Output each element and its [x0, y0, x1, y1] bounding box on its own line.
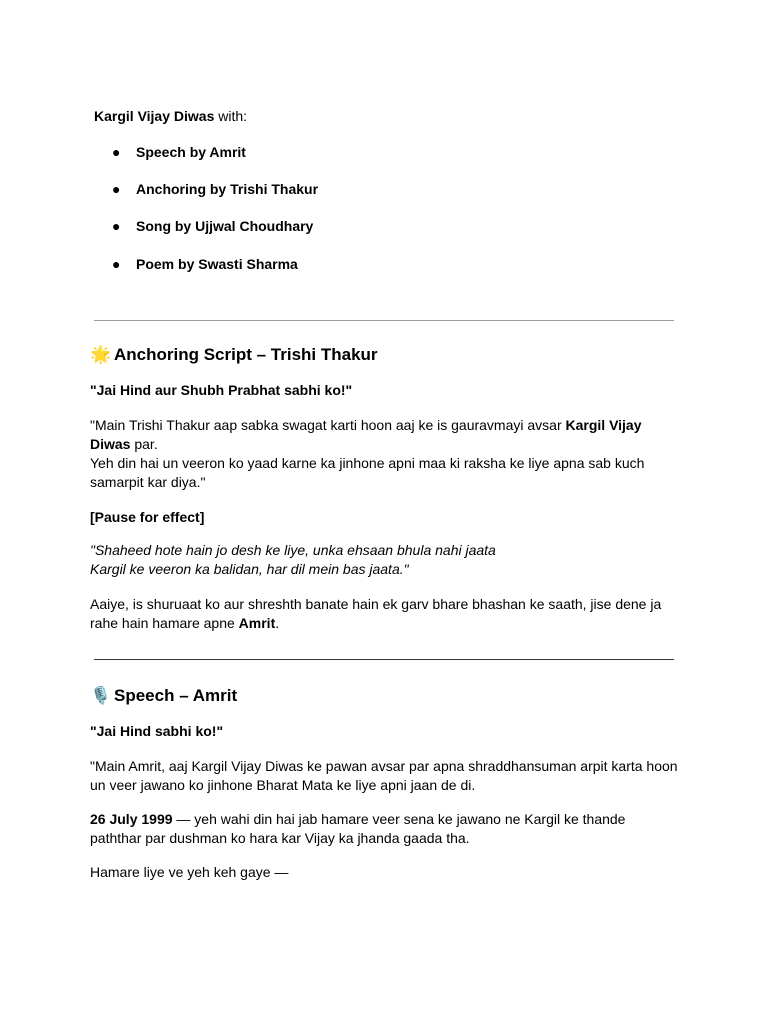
anchoring-heading	[90, 344, 378, 366]
anchoring-paragraph-2	[90, 595, 680, 633]
intro-line	[94, 107, 247, 126]
bullet-dot-icon: ●	[112, 181, 121, 197]
quote-line: "Shaheed hote hain jo desh ke liye, unka ehsaan bhula nahi jaata	[90, 542, 496, 558]
speech-paragraph-3: Hamare liye ve yeh keh gaye —	[90, 864, 289, 880]
text-run: — yeh wahi din hai jab hamare veer sena ke jawano ne Kargil ke thande paththar par dushman ko hara kar Vijay ka jhanda gaada tha.	[90, 811, 626, 846]
intro-suffix: with:	[214, 108, 248, 124]
list-item	[112, 255, 298, 274]
section-divider	[94, 320, 674, 321]
text-run-bold: 26 July 1999	[90, 811, 173, 827]
list-item-label: Poem by Swasti Sharma	[136, 256, 298, 272]
intro-title: Kargil Vijay Diwas	[94, 108, 215, 124]
star-icon: 🌟	[90, 345, 112, 364]
pause-note: [Pause for effect]	[90, 509, 205, 525]
bullet-dot-icon: ●	[112, 144, 121, 160]
text-run: par.	[130, 436, 158, 452]
text-run-bold: Amrit	[238, 615, 276, 631]
speech-greeting: "Jai Hind sabhi ko!"	[90, 723, 224, 739]
text-run: Aaiye, is shuruaat ko aur shreshth banate hain ek garv bhare bhashan ke saath, jise dene ja rahe hain hamare apne	[90, 596, 662, 631]
list-item	[112, 180, 318, 199]
list-item	[112, 217, 313, 236]
microphone-icon: 🎙️	[90, 686, 112, 705]
text-run: "Main Trishi Thakur aap sabka swagat karti hoon aaj ke is gauravmayi avsar	[90, 417, 566, 433]
list-item-label: Speech by Amrit	[136, 144, 246, 160]
list-item-label: Anchoring by Trishi Thakur	[136, 181, 319, 197]
text-run: Yeh din hai un veeron ko yaad karne ka jinhone apni maa ki raksha ke liye apna sab kuch samarpit kar diya."	[90, 455, 645, 490]
anchoring-greeting: "Jai Hind aur Shubh Prabhat sabhi ko!"	[90, 382, 353, 398]
speech-paragraph-2	[90, 810, 680, 848]
anchoring-heading-text: Anchoring Script – Trishi Thakur	[114, 345, 378, 364]
quote-line: Kargil ke veeron ka balidan, har dil mein bas jaata."	[90, 561, 409, 577]
speech-heading-text: Speech – Amrit	[114, 686, 238, 705]
list-item-label: Song by Ujjwal Choudhary	[136, 218, 314, 234]
list-item	[112, 143, 246, 162]
speech-heading	[90, 685, 237, 707]
speech-paragraph-1: "Main Amrit, aaj Kargil Vijay Diwas ke pawan avsar par apna shraddhansuman arpit karta hoon un veer jawano ko jinhone Bharat Mata ke liye apni jaan de di.	[90, 758, 678, 793]
anchoring-quote	[90, 541, 680, 579]
section-divider	[94, 659, 674, 660]
bullet-dot-icon: ●	[112, 218, 121, 234]
text-run-bold: Kargil Vijay Diwas	[90, 417, 642, 452]
bullet-dot-icon: ●	[112, 256, 121, 272]
text-run: .	[275, 615, 280, 631]
anchoring-paragraph-1	[90, 416, 680, 492]
